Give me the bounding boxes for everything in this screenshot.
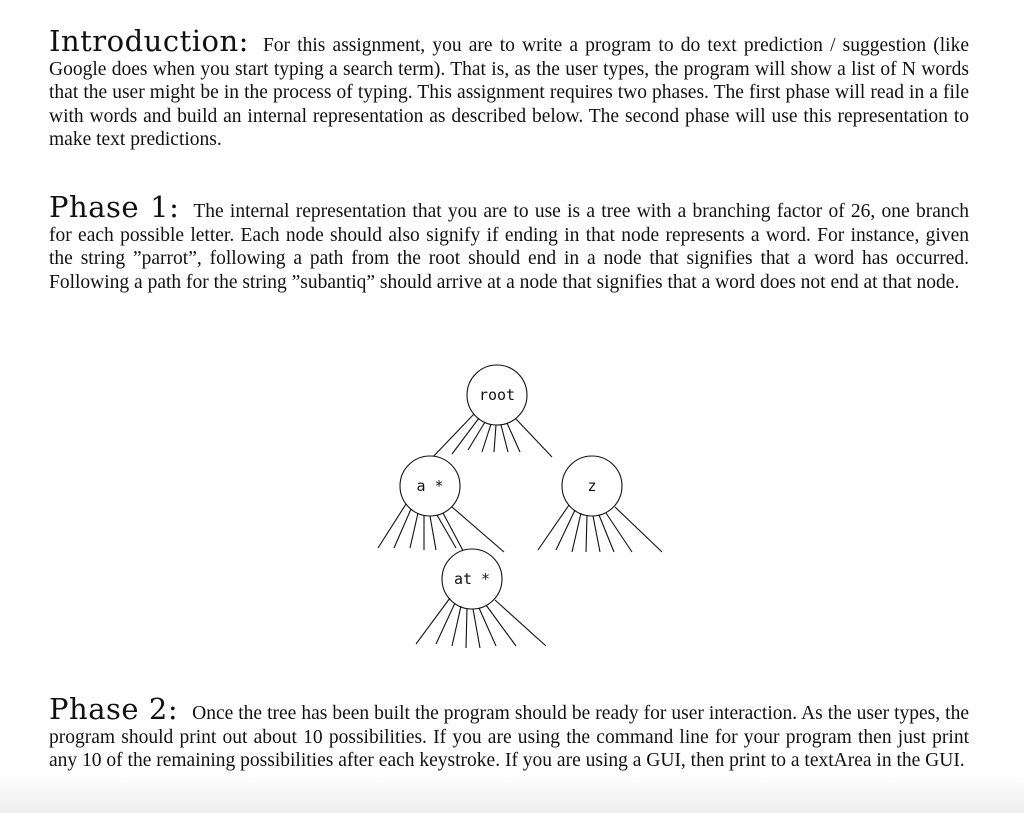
a-label: a *	[416, 477, 444, 495]
introduction-heading: Introduction:	[49, 24, 249, 58]
at-label: at *	[453, 570, 491, 588]
phase2-heading: Phase 2:	[49, 692, 179, 726]
bottom-shadow	[0, 773, 1024, 813]
tree-diagram	[370, 364, 680, 664]
phase1-heading: Phase 1:	[49, 190, 180, 224]
tree-diagram-svg	[370, 364, 680, 664]
phase2-text: Once the tree has been built the program should be ready for user interaction. As the user types, the program should print out about 10 possibilities. If you are using the command line for your program then just print any 10 of the remaining possibilities after each keystroke. If you are using a GUI, then print to a textArea in the GUI.	[49, 703, 969, 772]
phase1-text: The internal representation that you are to use is a tree with a branching factor of 26, one branch for each possible letter. Each node should also signify if ending in that node represents a word. For instance, given the string ”parrot”, following a path from the root should end in a node that signifies that a word has occurred. Following a path for the string ”subantiq” should arrive at a node that signifies that a word does not end at that node.	[49, 201, 970, 293]
z-label: z	[587, 477, 597, 495]
phase1-section	[49, 190, 970, 294]
root-label: root	[478, 386, 516, 404]
introduction-section	[49, 24, 969, 152]
phase2-section	[49, 692, 969, 773]
introduction-text: For this assignment, you are to write a program to do text prediction / suggestion (like Google does when you start typing a search term). That is, as the user types, the program will show a list of N words that the user might be in the process of typing. This assignment requires two phases. The first phase will read in a file with words and build an internal representation as described below. The second phase will use this representation to make text predictions.	[49, 35, 969, 151]
